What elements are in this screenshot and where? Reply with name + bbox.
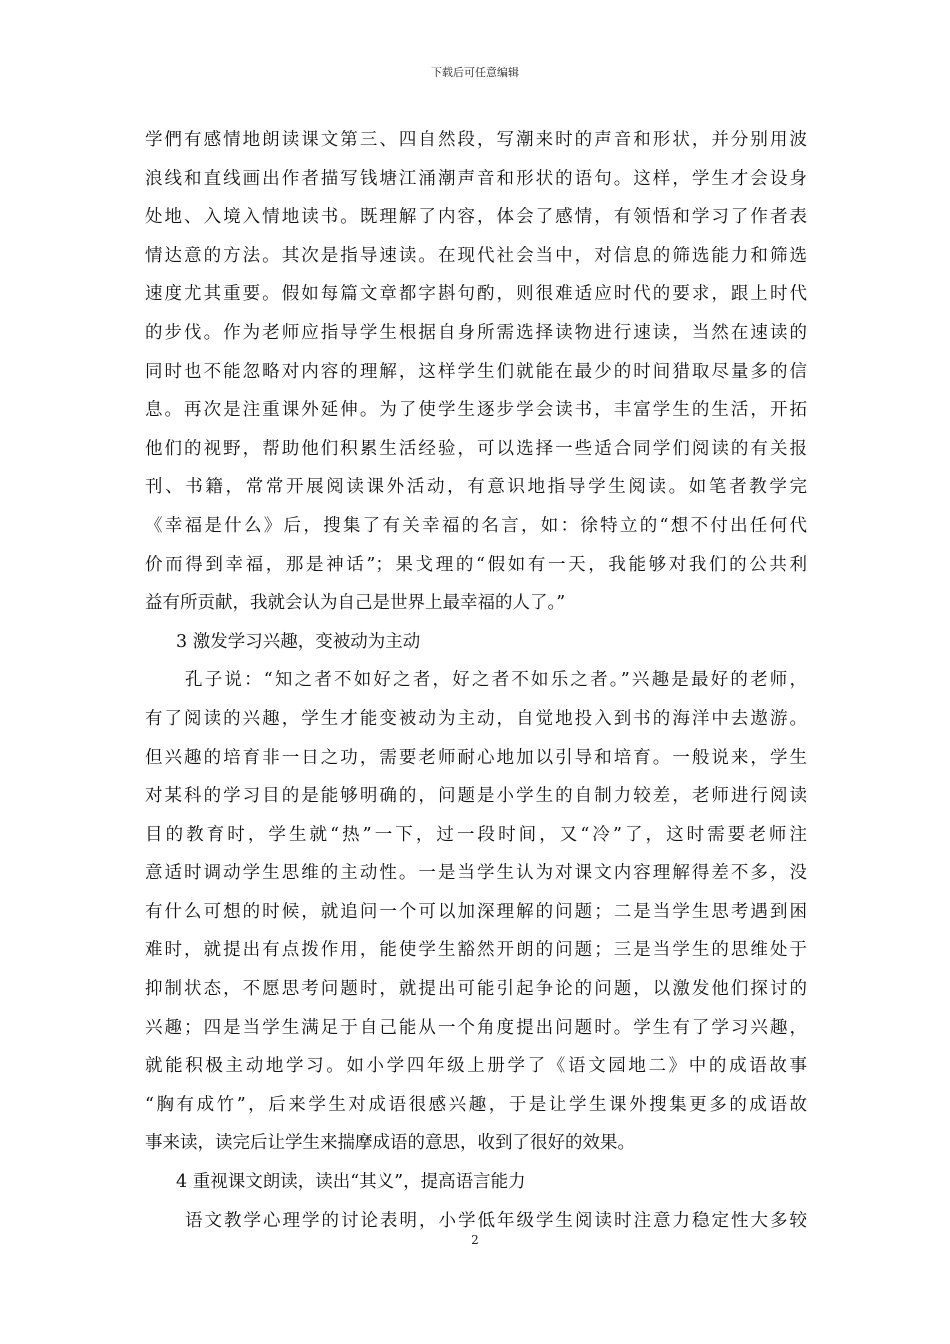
paragraph-line: 有了阅读的兴趣，学生才能变被动为主动，自觉地投入到书的海洋中去遨游。 [145,708,807,729]
section-heading: 4 重视课文朗读，读出“其义”，提高语言能力 [176,1172,526,1193]
paragraph-line: 兴趣；四是当学生满足于自己能从一个角度提出问题时。学生有了学习兴趣， [145,1017,807,1038]
paragraph-line: 价而得到幸福，那是神话”；果戈理的“假如有一天，我能够对我们的公共利 [145,554,807,575]
paragraph-line: 处地、入境入情地读书。既理解了内容，体会了感情，有领悟和学习了作者表 [145,207,807,228]
paragraph-line: 意适时调动学生思维的主动性。一是当学生认为对课文内容理解得差不多，没 [145,863,807,884]
document-body [145,121,807,1240]
paragraph-line: 抑制状态，不愿思考问题时，就提出可能引起争论的问题，以激发他们探讨的 [145,979,807,1000]
paragraph-line: 益有所贡献，我就会认为自己是世界上最幸福的人了。” [145,593,566,614]
paragraph-line: 情达意的方法。其次是指导速读。在现代社会当中，对信息的筛选能力和筛选 [145,245,807,266]
paragraph-line: 的步伐。作为老师应指导学生根据自身所需选择读物进行速读，当然在速读的 [145,322,807,343]
paragraph-line: 学們有感情地朗读课文第三、四自然段，写潮来时的声音和形状，并分别用波 [145,130,807,150]
paragraph-line: 就能积极主动地学习。如小学四年级上册学了《语文园地二》中的成语故事 [145,1056,807,1077]
page-number: 2 [471,1233,479,1247]
paragraph-line: 《幸福是什么》后，搜集了有关幸福的名言，如：徐特立的“想不付出任何代 [145,515,807,536]
page-header: 下载后可任意编辑 [431,66,519,79]
paragraph-line: 事来读，读完后让学生来揣摩成语的意思，收到了很好的效果。 [145,1133,635,1154]
paragraph-line: 他们的视野，帮助他们积累生活经验，可以选择一些适合同学们阅读的有关报 [145,438,807,459]
paragraph-line: 难时，就提出有点拨作用，能使学生豁然开朗的问题；三是当学生的思维处于 [145,940,807,961]
paragraph-line: 息。再次是注重课外延伸。为了使学生逐步学会读书，丰富学生的生活，开拓 [145,400,807,421]
paragraph-line: 目的教育时，学生就“热”一下，过一段时间，又“冷”了，这时需要老师注 [145,824,807,845]
paragraph-line: 浪线和直线画出作者描写钱塘江涌潮声音和形状的语句。这样，学生才会设身 [145,168,807,189]
paragraph-line: 语文教学心理学的讨论表明，小学低年级学生阅读时注意力稳定性大多较 [185,1210,807,1231]
section-heading: 3 激发学习兴趣，变被动为主动 [176,631,421,652]
paragraph-line: 有什么可想的时候，就追问一个可以加深理解的问题；二是当学生思考遇到困 [145,901,807,922]
paragraph-line: “胸有成竹”，后来学生对成语很感兴趣，于是让学生课外搜集更多的成语故 [145,1094,807,1115]
paragraph-line: 同时也不能忽略对内容的理解，这样学生们就能在最少的时间猎取尽量多的信 [145,361,807,382]
paragraph-line: 但兴趣的培育非一日之功，需要老师耐心地加以引导和培育。一般说来，学生 [145,747,807,768]
paragraph-line: 刊、书籍，常常开展阅读课外活动，有意识地指导学生阅读。如笔者教学完 [145,477,807,498]
paragraph-line: 孔子说：“知之者不如好之者，好之者不如乐之者。”兴趣是最好的老师， [185,670,807,691]
paragraph-line: 对某科的学习目的是能够明确的，问题是小学生的自制力较差，老师进行阅读 [145,786,807,807]
paragraph-line: 速度尤其重要。假如每篇文章都字斟句酌，则很难适应时代的要求，跟上时代 [145,284,807,305]
